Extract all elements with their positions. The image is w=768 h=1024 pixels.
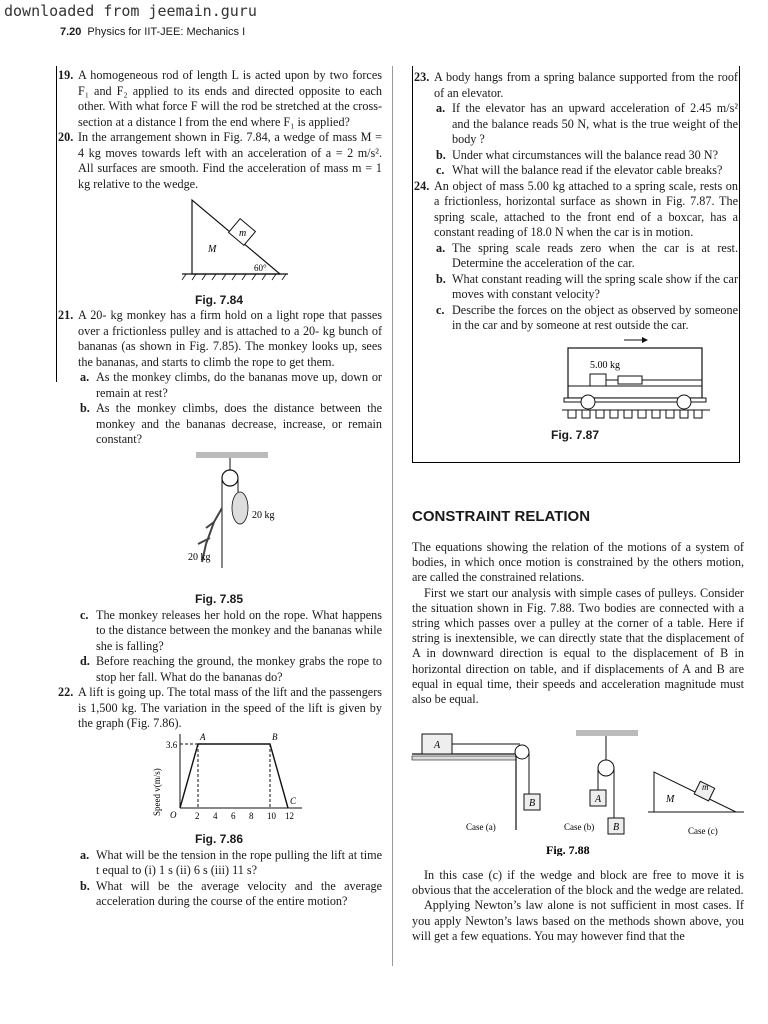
fig88-block-B-b: B	[613, 822, 620, 833]
question-21b: b. As the monkey climbs, does the distance between the monkey and the bananas decrease, increase, or remain constant?	[80, 401, 382, 446]
fig88-case-b: Case (b)	[564, 822, 595, 832]
fig88-caption: Fig. 7.88	[546, 843, 590, 856]
speed-line	[180, 744, 288, 808]
running-head	[60, 26, 245, 38]
fig-7-88-cases	[410, 726, 746, 856]
paragraph-4: Applying Newton’s law alone is not sufficient in most cases. If you apply Newton’s laws based on the methods shown above, you will get a few equations. You may however find that the	[412, 898, 744, 943]
point-label-O: O	[170, 809, 177, 820]
fig85-monkey-mass: 20 kg	[188, 551, 211, 563]
watermark: downloaded from jeemain.guru	[4, 2, 257, 20]
question-19: 19. A homogeneous rod of length L is acted upon by two forces F₁ and F₂ applied to its ends and directed opposite to each other. With what force F will the rod be stretched at the cross-section at a distance l from the end where F₁ is applied?	[58, 68, 382, 129]
fig-7-87-boxcar	[412, 334, 738, 424]
question-21: 21. A 20- kg monkey has a firm hold on a light rope that passes over a frictionless pulley and is attached to a 20- kg bunch of bananas (as shown in Fig. 7.85). The monkey looks up, sees the bananas, and starts to climb the rope to get them.	[58, 308, 382, 369]
point-label-C: C	[290, 795, 297, 806]
fig85-bananas-mass: 20 kg	[252, 509, 275, 521]
x-tick-label: 2	[195, 810, 200, 821]
question-24c: c. Describe the forces on the object as observed by someone in the car and by someone at rest outside the car.	[436, 302, 738, 332]
fig-7-85-monkey-pulley	[56, 448, 382, 588]
paragraph-3: In this case (c) if the wedge and block are free to move it is obvious that the acceleration of the block and the wedge are related.	[412, 868, 744, 898]
question-20: 20. In the arrangement shown in Fig. 7.84, a wedge of mass M = 4 kg moves towards left with an acceleration of a = 2 m/s². All surfaces are smooth. Find the acceleration of mass m = 1 kg relative to the wedge.	[58, 130, 382, 191]
fig88-block-A-a: A	[434, 740, 441, 751]
question-21d: d. Before reaching the ground, the monkey grabs the rope to stop her fall. What do the bananas do?	[80, 654, 382, 684]
fig-7-84-wedge	[56, 192, 382, 288]
constraint-text-2	[412, 868, 744, 944]
paragraph-2: First we start our analysis with simple cases of pulleys. Consider the situation shown in Fig. 7.88. Two bodies are connected with a string which passes over a pulley at the corner of a table. Here if string is inextensible, we can directly state that the displacement of A in downward direction is equal to the displacement of B in horizontal direction on table, and if displacements of A and B are equal in equal time, their speeds and acceleration magnitude must also be equal.	[412, 585, 744, 707]
x-tick-label: 10	[267, 810, 276, 821]
x-tick-label: 4	[213, 810, 218, 821]
fig-7-86-speed-time-graph	[56, 732, 382, 828]
y-axis-label: Speed v(m/s)	[152, 767, 162, 816]
x-tick-label: 6	[231, 810, 236, 821]
fig84-angle: 60°	[254, 263, 267, 273]
question-24b: b. What constant reading will the spring scale show if the car moves with constant velocity?	[436, 271, 738, 301]
fig84-m-label: m	[239, 228, 247, 239]
point-label-B: B	[272, 731, 278, 742]
question-21c: c. The monkey releases her hold on the rope. What happens to the distance between the monkey and the bananas while she is falling?	[80, 607, 382, 653]
book-title: Physics for IIT-JEE: Mechanics I	[87, 26, 246, 38]
fig87-mass-label: 5.00 kg	[590, 359, 620, 371]
section-title: CONSTRAINT RELATION	[412, 508, 591, 525]
question-23: 23. A body hangs from a spring balance supported from the roof of an elevator.	[414, 70, 738, 100]
fig88-m: m	[702, 782, 709, 792]
question-22b: b. What will be the average velocity and the average acceleration during the course of the entire motion?	[80, 878, 382, 908]
fig88-block-B-a: B	[529, 798, 536, 809]
question-21a: a. As the monkey climbs, do the bananas move up, down or remain at rest?	[80, 370, 382, 400]
paragraph-1: The equations showing the relation of the motions of a system of bodies, in which once motion is constrained by the others motion, are called the constrained relations.	[412, 540, 744, 585]
question-24: 24. An object of mass 5.00 kg attached to a spring scale, rests on a frictionless, horizontal surface as shown in Fig. 7.87. The spring scale, attached to the front end of a boxcar, has a constant reading of 18.0 N when the car is in motion.	[414, 178, 738, 239]
page-number: 7.20	[60, 26, 82, 38]
fig84-M-label: M	[208, 244, 217, 255]
fig-7-84-caption: Fig. 7.84	[194, 292, 244, 307]
fig88-case-a: Case (a)	[466, 822, 496, 832]
question-23c: c. What will the balance read if the elevator cable breaks?	[436, 163, 723, 177]
question-24a: a. The spring scale reads zero when the car is at rest. Determine the acceleration of the car.	[436, 240, 738, 270]
fig-7-86-caption: Fig. 7.86	[194, 832, 244, 846]
x-tick-label: 12	[285, 810, 294, 821]
question-23a: a. If the elevator has an upward acceleration of 2.45 m/s² and the balance reads 50 N, what is the true weight of the body ?	[436, 101, 738, 146]
fig88-M: M	[666, 794, 675, 805]
question-23b: b. Under what circumstances will the balance read 30 N?	[436, 147, 718, 162]
point-label-A: A	[200, 731, 206, 742]
x-tick-label: 8	[249, 810, 254, 821]
constraint-text	[412, 540, 744, 707]
question-22: 22. A lift is going up. The total mass of the lift and the passengers is 1,500 kg. The variation in the speed of the lift is given by the graph (Fig. 7.86).	[58, 685, 382, 730]
right-column	[412, 70, 738, 444]
fig88-block-A-b: A	[595, 794, 602, 805]
fig88-case-c: Case (c)	[688, 826, 718, 836]
fig-7-85-caption: Fig. 7.85	[194, 592, 244, 606]
fig-7-87-caption: Fig. 7.87	[550, 428, 600, 442]
y-tick-label: 3.6	[166, 739, 178, 750]
question-22a: a. What will be the tension in the rope pulling the lift at time t equal to (i) 1 s (ii) 6 s (iii) 11 s?	[80, 847, 382, 877]
left-column	[56, 68, 382, 910]
column-divider	[392, 66, 393, 966]
